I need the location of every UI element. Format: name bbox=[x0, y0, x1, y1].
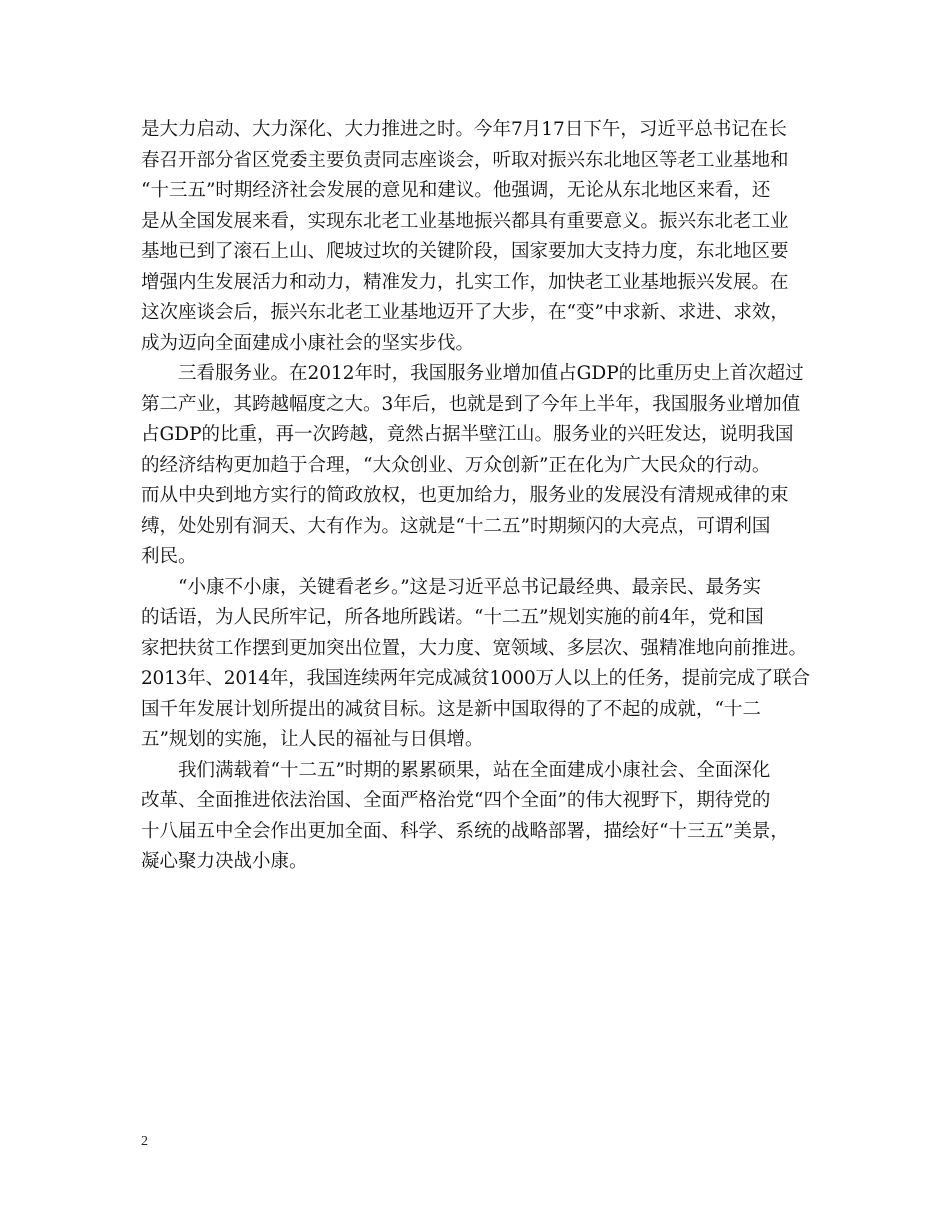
paragraph-2 bbox=[141, 359, 810, 573]
text-line: 改革、全面推进依法治国、全面严格治党“四个全面”的伟大视野下，期待党的 bbox=[141, 790, 771, 811]
text-line: 三看服务业。在2012年时，我国服务业增加值占GDP的比重历史上首次超过 bbox=[141, 363, 804, 384]
text-line: 增强内生发展活力和动力，精准发力，扎实工作，加快老工业基地振兴发展。在 bbox=[141, 271, 789, 293]
text-line: 国千年发展计划所提出的减贫目标。这是新中国取得的了不起的成就，“十二 bbox=[141, 698, 761, 720]
text-line: 春召开部分省区党委主要负责同志座谈会，听取对振兴东北地区等老工业基地和 bbox=[141, 149, 789, 171]
text-line: 2013年、2014年，我国连续两年完成减贫1000万人以上的任务，提前完成了联合 bbox=[141, 668, 810, 689]
text-line: 基地已到了滚石上山、爬坡过坎的关键阶段，国家要加大支持力度，东北地区要 bbox=[141, 241, 789, 262]
text-line: “十三五”时期经济社会发展的意见和建议。他强调，无论从东北地区来看，还 bbox=[141, 180, 771, 201]
text-line: 凝心聚力决战小康。 bbox=[141, 851, 308, 872]
text-line: 的话语，为人民所牢记，所各地所践诺。“十二五”规划实施的前4年，党和国 bbox=[141, 607, 764, 628]
paragraph-4 bbox=[141, 756, 810, 878]
text-line: 是从全国发展来看，实现东北老工业基地振兴都具有重要意义。振兴东北老工业 bbox=[141, 210, 789, 232]
text-line: 第二产业，其跨越幅度之大。3年后，也就是到了今年上半年，我国服务业增加值 bbox=[141, 393, 801, 415]
text-line: 而从中央到地方实行的简政放权，也更加给力，服务业的发展没有清规戒律的束 bbox=[141, 485, 789, 506]
text-line: 成为迈向全面建成小康社会的坚实步伐。 bbox=[141, 332, 475, 354]
text-line: 是大力启动、大力深化、大力推进之时。今年7月17日下午，习近平总书记在长 bbox=[141, 119, 787, 140]
text-line: 这次座谈会后，振兴东北老工业基地迈开了大步，在“变”中求新、求进、求效， bbox=[141, 302, 789, 323]
page-number: 2 bbox=[141, 1134, 148, 1149]
text-line: 占GDP的比重，再一次跨越，竟然占据半壁江山。服务业的兴旺发达，说明我国 bbox=[141, 424, 794, 445]
document-body bbox=[141, 115, 810, 878]
text-line: 五”规划的实施，让人民的福祉与日俱增。 bbox=[141, 729, 484, 750]
paragraph-3 bbox=[141, 573, 810, 756]
text-line: 缚，处处别有洞天、大有作为。这就是“十二五”时期频闪的大亮点，可谓利国 bbox=[141, 515, 771, 537]
text-line: 家把扶贫工作摆到更加突出位置，大力度、宽领域、多层次、强精准地向前推进。 bbox=[141, 637, 808, 659]
text-line: 十八届五中全会作出更加全面、科学、系统的战略部署，描绘好“十三五”美景， bbox=[141, 820, 789, 842]
paragraph-1 bbox=[141, 115, 810, 359]
text-line: 我们满载着“十二五”时期的累累硕果，站在全面建成小康社会、全面深化 bbox=[141, 759, 771, 781]
text-line: “小康不小康，关键看老乡。”这是习近平总书记最经典、最亲民、最务实 bbox=[141, 576, 762, 598]
text-line: 利民。 bbox=[141, 546, 197, 567]
text-line: 的经济结构更加趋于合理，“大众创业、万众创新”正在化为广大民众的行动。 bbox=[141, 454, 771, 476]
